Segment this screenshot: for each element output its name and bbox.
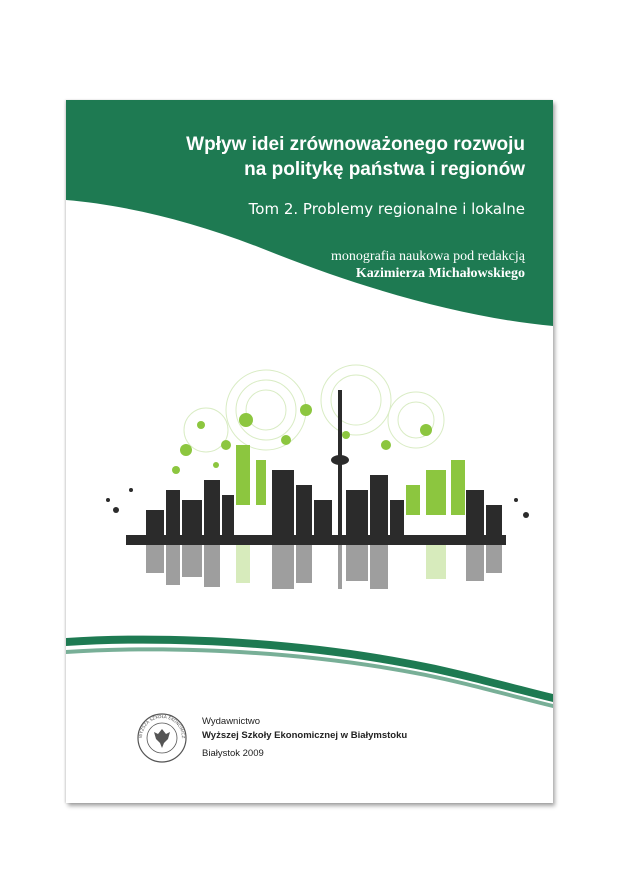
book-cover [66,100,553,803]
university-seal-icon [136,712,188,764]
book-title-line-2: na politykę państwa i regionów [244,159,525,180]
book-title [105,132,525,182]
book-title-line-1: Wpływ idei zrównoważonego rozwoju [186,134,525,155]
city-skyline-illustration [86,350,546,590]
seal-text: WYŻSZA SZKOŁA EKONOMICZ [137,713,187,739]
publisher-line-1: Wydawnictwo [202,716,260,727]
editor-name: Kazimierza Michałowskiego [355,266,525,281]
publisher-line-2: Wyższej Szkoły Ekonomicznej w Białymstoku [202,730,408,741]
publisher-block [202,715,407,761]
publisher-city-year: Białystok 2009 [202,748,264,759]
book-subtitle: Tom 2. Problemy regionalne i lokalne [248,200,525,218]
monograph-line: monografia naukowa pod redakcją [331,249,525,264]
